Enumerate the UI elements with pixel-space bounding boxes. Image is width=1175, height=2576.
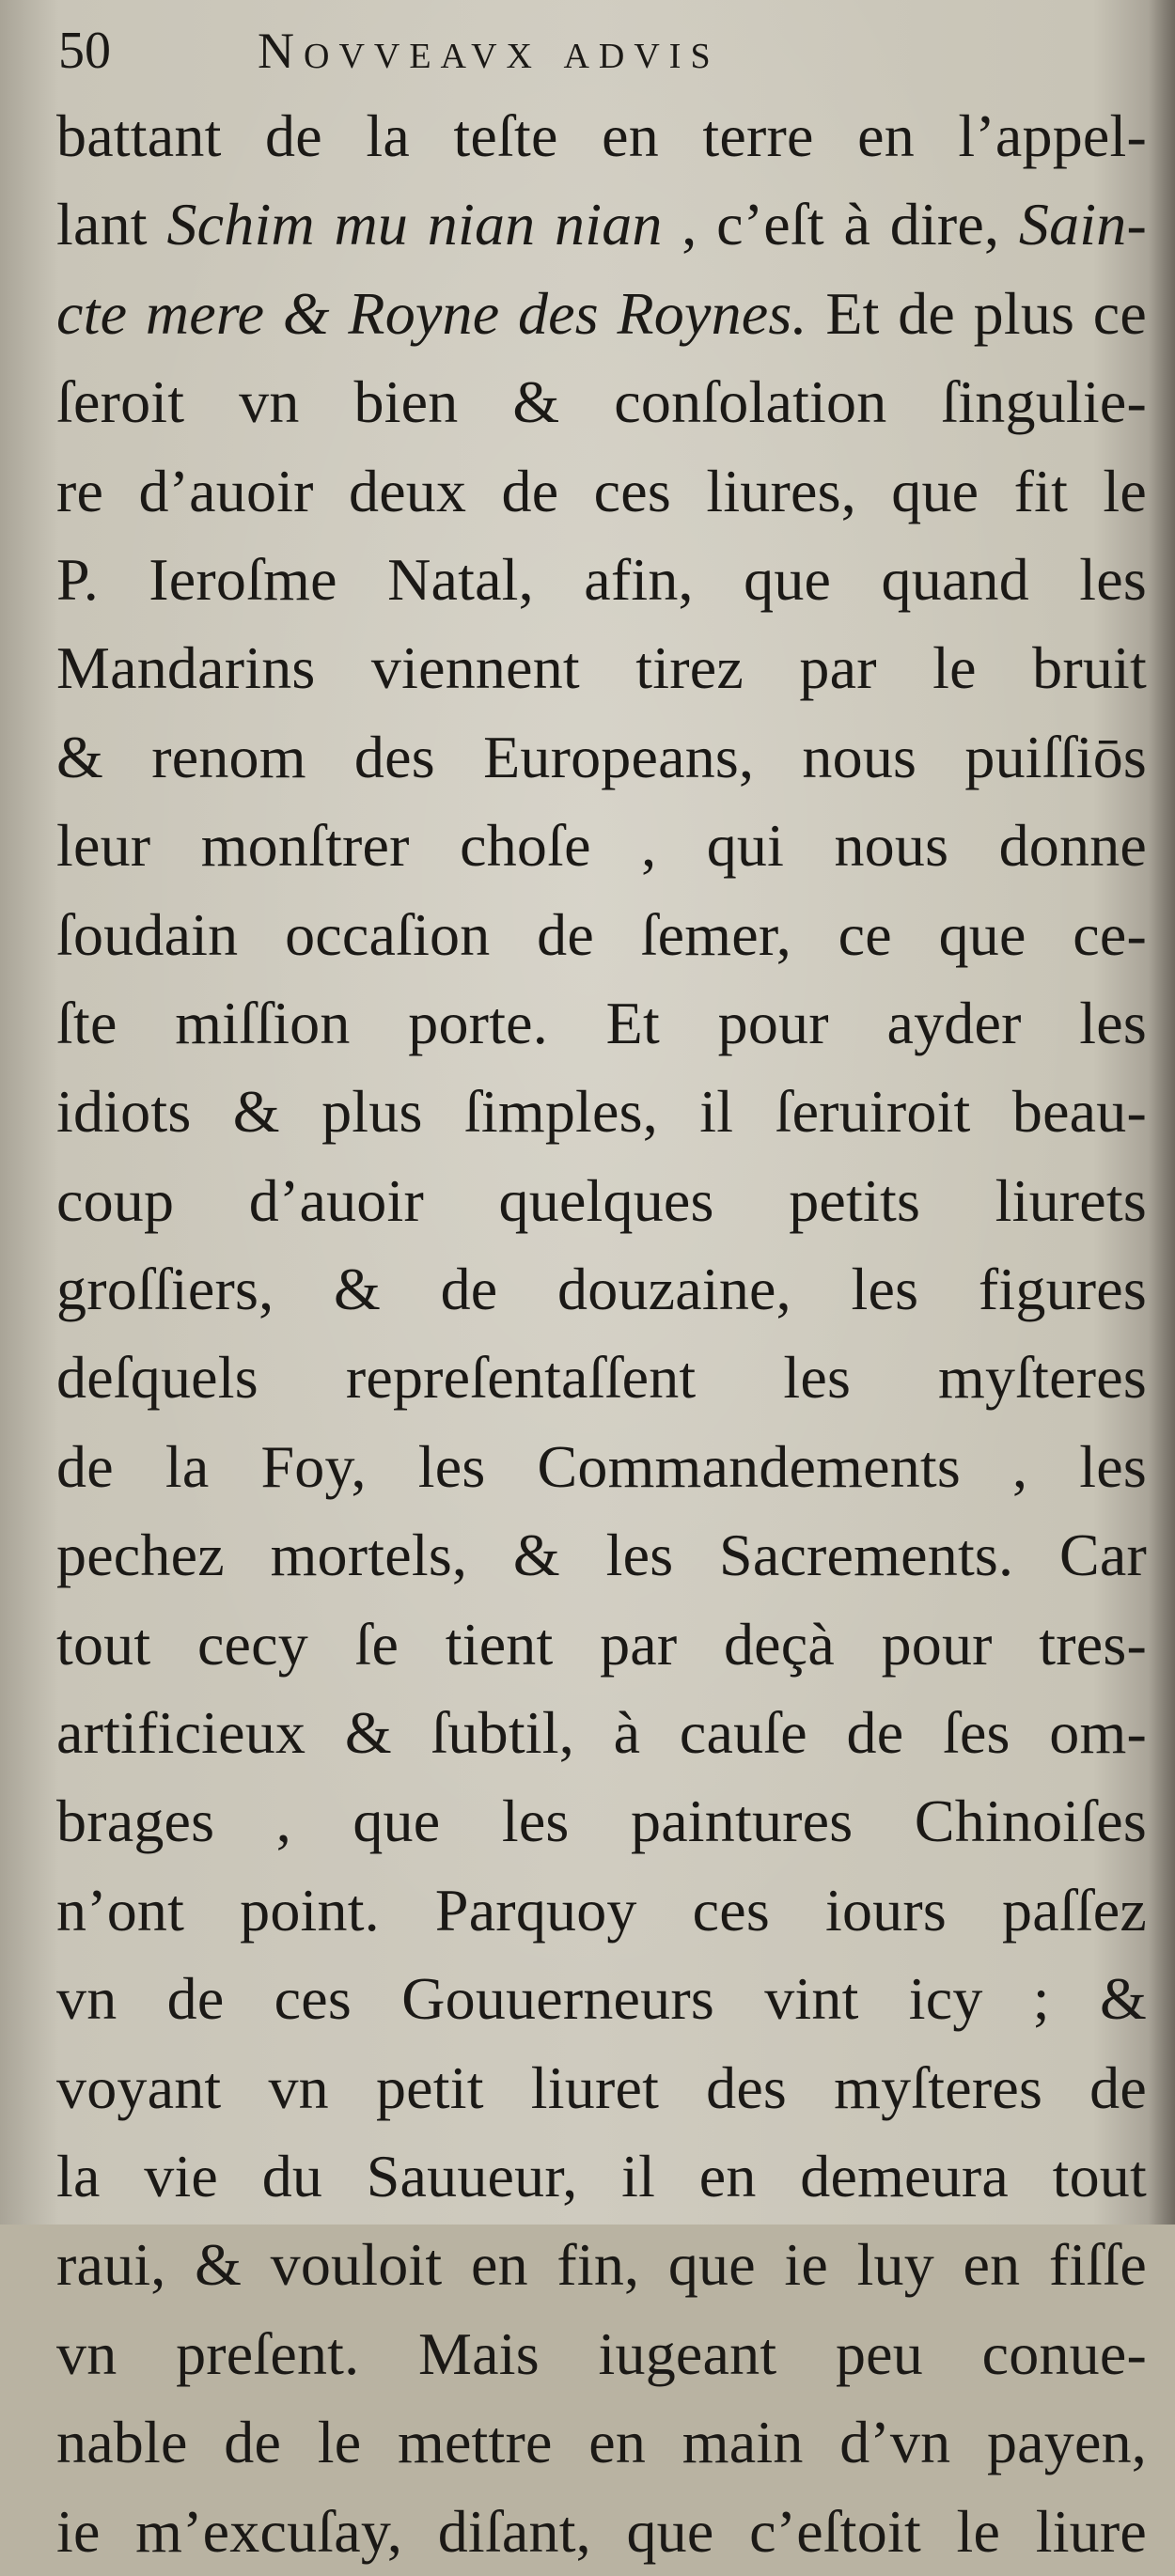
text-line: tout cecy ſe tient par deçà pour tres- <box>56 1610 1147 1678</box>
text-line: re d’auoir deux de ces liures, que fit le <box>56 457 1147 524</box>
text-segment: Et de plus ce <box>807 279 1147 347</box>
text-line: vn preſent. Mais iugeant peu conue- <box>56 2319 1147 2387</box>
text-line: coup d’auoir quelques petits liurets <box>56 1166 1147 1234</box>
page-edge-shadow <box>1149 0 1175 2225</box>
page-number: 50 <box>58 22 111 80</box>
text-line: P. Ieroſme Natal, afin, que quand les <box>56 545 1147 613</box>
text-line: voyant vn petit liuret des myſteres de <box>56 2053 1147 2121</box>
text-line: ie m’excuſay, diſant, que c’eſtoit le liure <box>56 2497 1147 2565</box>
text-line <box>56 270 1147 358</box>
text-line: Mandarins viennent tirez par le bruit <box>56 634 1147 702</box>
text-line: leur monſtrer choſe , qui nous donne <box>56 812 1147 880</box>
text-segment: lant <box>56 191 167 258</box>
text-line: groſſiers, & de douzaine, les figures <box>56 1256 1147 1323</box>
text-line <box>56 180 1147 269</box>
text-line: vn de ces Gouuerneurs vint icy ; & <box>56 1965 1147 2033</box>
text-line: n’ont point. Parquoy ces iours paſſez <box>56 1876 1147 1944</box>
text-line: brages , que les paintures Chinoiſes <box>56 1788 1147 1855</box>
text-line: battant de la teſte en terre en l’appel- <box>56 102 1147 169</box>
text-line: la vie du Sauueur, il en demeura tout <box>56 2142 1147 2209</box>
text-line: ſeroit vn bien & conſolation ſingulie- <box>56 368 1147 436</box>
text-line: ſoudain occaſion de ſemer, ce que ce- <box>56 900 1147 968</box>
text-line: pechez mortels, & les Sacrements. Car <box>56 1522 1147 1589</box>
text-line: raui, & vouloit en fin, que ie luy en fiſſe <box>56 2231 1147 2299</box>
italic-segment: Schim mu nian nian <box>166 191 663 258</box>
text-line: ſte miſſion porte. Et pour ayder les <box>56 989 1147 1056</box>
page-header <box>58 17 1139 92</box>
italic-segment: cte mere & Royne des Roynes. <box>56 279 807 347</box>
text-segment: , c’eſt à dire, <box>662 191 1019 258</box>
running-title: Novveavx advis <box>258 23 720 79</box>
text-line: de la Foy, les Commandements , les <box>56 1432 1147 1500</box>
body-text <box>56 92 1147 2576</box>
text-line: nable de le mettre en main d’vn payen, <box>56 2409 1147 2476</box>
text-line: & renom des Europeans, nous puiſſiōs <box>56 723 1147 790</box>
text-line: idiots & plus ſimples, il ſeruiroit beau- <box>56 1078 1147 1146</box>
text-line: deſquels repreſentaſſent les myſteres <box>56 1344 1147 1412</box>
italic-segment: Sain- <box>1018 191 1147 258</box>
text-line: artificieux & ſubtil, à cauſe de ſes om- <box>56 1699 1147 1767</box>
